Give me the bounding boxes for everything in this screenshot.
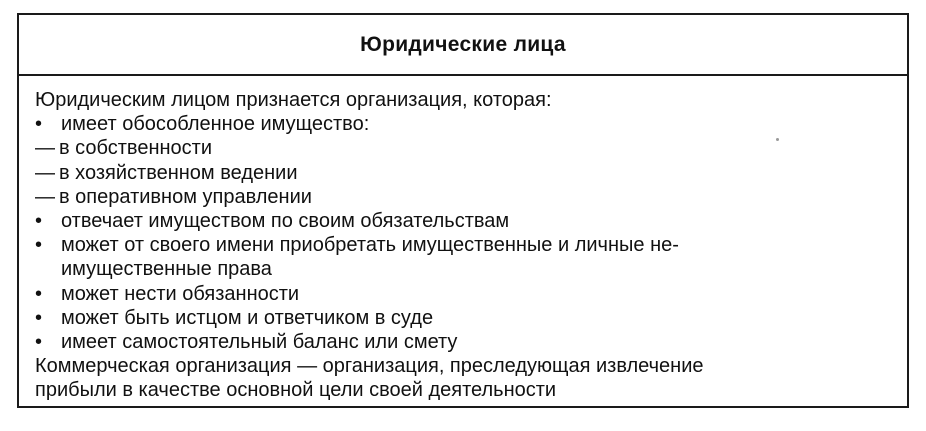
list-item — [35, 209, 907, 233]
list-item-text: может нести обязанности — [61, 282, 300, 305]
list-subitem — [35, 161, 907, 185]
dash-marker: — — [35, 185, 55, 208]
footer-line — [35, 378, 907, 402]
list-item-text: имеет самостоятельный баланс или смету — [61, 331, 458, 354]
list-item — [35, 306, 907, 330]
list-subitem-text: в оперативном управлении — [59, 185, 312, 208]
scan-speck — [776, 138, 779, 141]
dash-marker: — — [35, 137, 55, 160]
definition-table — [17, 13, 909, 408]
footer-text-1: Коммерческая организация — организация, преследующая извлечение — [35, 355, 704, 378]
intro-line — [35, 88, 907, 112]
list-item — [35, 282, 907, 306]
intro-text: Юридическим лицом признается организация, которая: — [35, 89, 552, 111]
table-body — [19, 76, 907, 403]
dash-marker: — — [35, 161, 55, 184]
list-subitem-text: в хозяйственном ведении — [59, 161, 298, 184]
bullet-marker: • — [35, 331, 43, 354]
list-item-text: может от своего имени приобретать имущественные и личные не- — [61, 234, 679, 257]
list-item-text: отвечает имуществом по своим обязательствам — [61, 210, 510, 233]
list-item-continuation — [35, 257, 907, 281]
list-subitem-text: в собственности — [59, 137, 212, 160]
bullet-marker: • — [35, 282, 43, 305]
footer-text-2: прибыли в качестве основной цели своей деятельности — [35, 379, 557, 402]
list-subitem — [35, 185, 907, 209]
table-title: Юридические лица — [360, 32, 566, 56]
bullet-marker: • — [35, 210, 43, 233]
bullet-marker: • — [35, 113, 43, 136]
list-item — [35, 112, 907, 136]
list-item-text: может быть истцом и ответчиком в суде — [61, 306, 434, 329]
table-header — [19, 15, 907, 76]
list-item — [35, 330, 907, 354]
bullet-marker: • — [35, 234, 43, 257]
bullet-marker: • — [35, 306, 43, 329]
list-item — [35, 233, 907, 257]
list-item-continuation-text: имущественные права — [61, 258, 272, 281]
footer-line — [35, 354, 907, 378]
list-item-text: имеет обособленное имущество: — [61, 113, 370, 136]
